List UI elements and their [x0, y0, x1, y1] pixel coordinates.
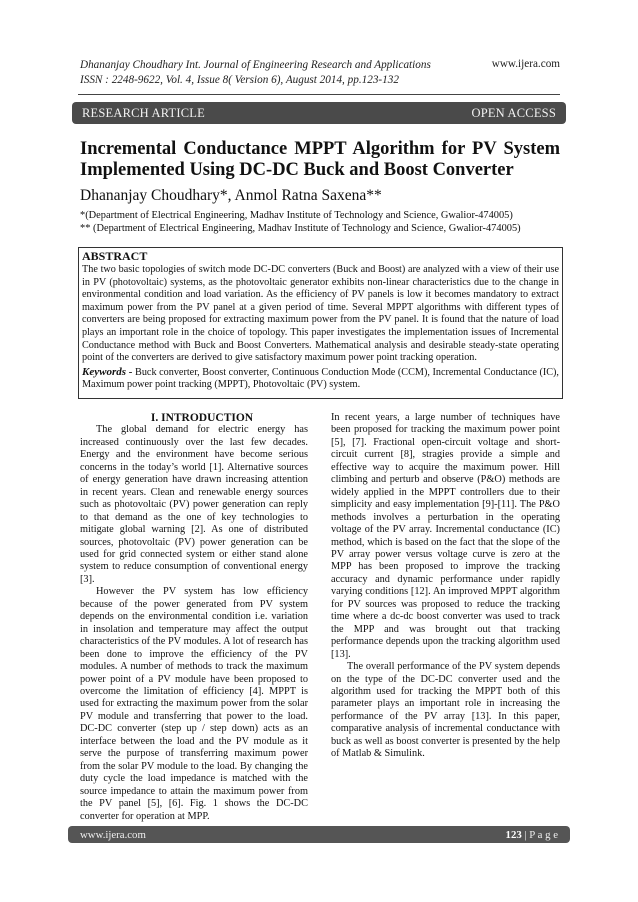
- journal-citation: Dhananjay Choudhary Int. Journal of Engineering Research and Applications: [80, 59, 431, 71]
- intro-paragraph-1: The global demand for electric energy has increased continuously over the last few decades. Energy and the environment have become serious concerns in the today’s world [1]. Alternative sources of energy generation have drawn increasing attention in recent years. Clean and renewable energy sources such as photovoltaic (PV) power generation can reply to that demand as the one of key technologies to mitigate global warning [2]. As one of distributed sources, photovoltaic (PV) power generation can be used for grid connected system or either stand alone system to reduce consumption of conventional energy [3].: [80, 424, 308, 585]
- right-column: [331, 412, 560, 761]
- page-number: 123: [505, 828, 522, 841]
- paper-title: Incremental Conductance MPPT Algorithm for PV System Implemented Using DC-DC Buck and Boost Converter: [80, 139, 560, 180]
- affiliation-1: *(Department of Electrical Engineering, Madhav Institute of Technology and Science, Gwalior-474005): [80, 210, 513, 221]
- abstract-box: [78, 247, 563, 399]
- intro-paragraph-2: However the PV system has low efficiency because of the power generated from PV system depends on the environmental condition i.e. variation in insolation and temperature may affect the output characteristics of the PV modules. A lot of research has been done to improve the efficiency of the PV modules. A number of methods to track the maximum power point of a PV module have been proposed to overcome the limitation of efficiency [4]. MPPT is used for extracting the maximum power from the solar PV module and transferring that power to the load. DC-DC converter (step up / step down) acts as an interface between the load and the PV module as it serve the purpose of transferring maximum power from the solar PV module to the load. By changing the duty cycle the load impedance is matched with the source impedance to attain the maximum power from the PV panel [5], [6]. Fig. 1 shows the DC-DC converter for operation at MPP.: [80, 586, 308, 822]
- section-heading-introduction: I. INTRODUCTION: [150, 412, 254, 424]
- open-access-label: OPEN ACCESS: [471, 105, 556, 120]
- header-divider: [78, 94, 560, 95]
- header-website-link[interactable]: www.ijera.com: [491, 58, 560, 70]
- paper-authors: Dhananjay Choudhary*, Anmol Ratna Saxena**: [80, 187, 382, 204]
- page-footer: [68, 826, 570, 843]
- affiliation-2: ** (Department of Electrical Engineering, Madhav Institute of Technology and Science, Gwalior-474005): [80, 223, 521, 234]
- abstract-heading: ABSTRACT: [82, 249, 148, 263]
- intro-paragraph-3: In recent years, a large number of techniques have been proposed for tracking the maximum power point [5], [7]. Fractional open-circuit voltage and short-circuit current [8], stragies provide a simple and effective way to acquire the maximum power. Hill climbing and perturb and observe (P&O) methods are widely applied in the MPPT controllers due to their simplicity and easy implementation [9]-[11]. The P&O methods involves a perturbation in the operating voltage of the PV array. Incremental conductance (IC) method, which is based on the fact that the slope of the PV array power versus voltage curve is zero at the MPP has been proposed to improve the tracking accuracy and dynamic performance under rapidly varying conditions [12]. An improved MPPT algorithm for PV sources was proposed to reduce the tracking time where a dc-dc boost converter was used to track the MPP and was brought out that tracking performance depends upon the tracking algorithm used [13].: [331, 412, 560, 660]
- article-type-banner: [72, 102, 566, 124]
- page-number-label: [506, 829, 558, 841]
- page-suffix: | P a g e: [521, 828, 558, 841]
- keywords-label: Keywords -: [82, 365, 133, 378]
- journal-issn: ISSN : 2248-9622, Vol. 4, Issue 8( Version 6), August 2014, pp.123-132: [80, 74, 399, 86]
- research-article-label: RESEARCH ARTICLE: [82, 105, 205, 120]
- intro-paragraph-4: The overall performance of the PV system depends on the type of the DC-DC converter used and the algorithm used for tracking the MPPT both of this parameter plays an important role in increasing the performance of the PV array [13]. In this paper, comparative analysis of incremental conductance with buck as well as boost converter is presented by the help of Matlab & Simulink.: [331, 661, 560, 760]
- journal-header: [80, 58, 490, 88]
- footer-website-link[interactable]: www.ijera.com: [80, 828, 146, 841]
- left-column: [80, 412, 308, 823]
- keywords-line: [82, 366, 559, 392]
- keywords-text: Buck converter, Boost converter, Continuous Conduction Mode (CCM), Incremental Conductance (IC), Maximum power point tracking (MPPT), Photovoltaic (PV) system.: [82, 366, 559, 391]
- abstract-body: The two basic topologies of switch mode DC-DC converters (Buck and Boost) are analyzed with a view of their use in PV (photovoltaic) systems, as the photovoltaic generator exhibits non-linear characteristics due to the change in environmental condition and load variation. As the efficiency of PV panels is low it becomes mandatory to extract maximum power from the PV panel at a given period of time. Several MPPT algorithms with different types of converters are being proposed for extracting maximum power from the PV panel. It is found that the nature of load plays an important role in the choice of topology. This paper investigates the implementation issues of Incremental Conductance method with Buck and Boost Converters. Mathematical analysis and desirable steady-state operating point of the converters are derived to give satisfactory maximum power point tracking operation.: [82, 264, 559, 364]
